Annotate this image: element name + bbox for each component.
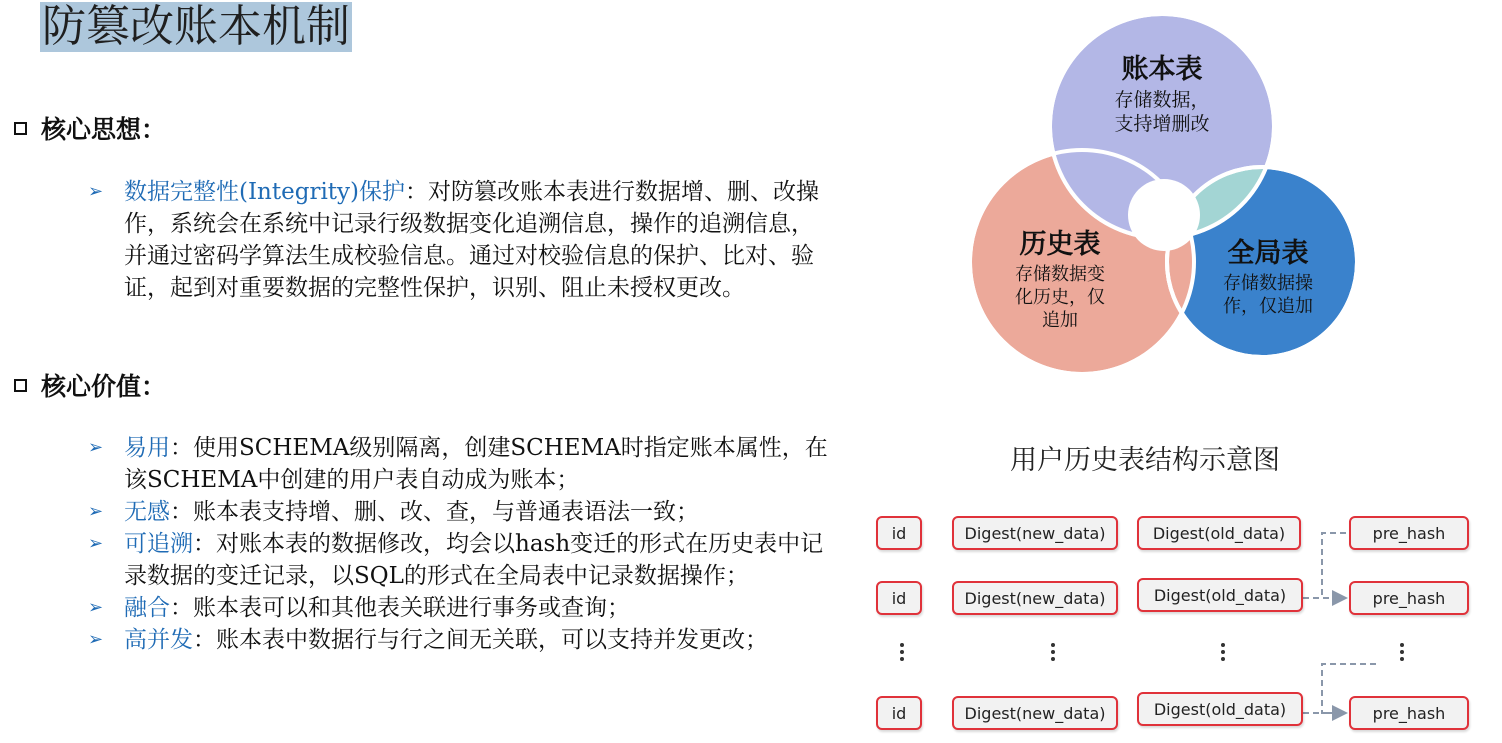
history-diagram-title: 用户历史表结构示意图 [1010, 445, 1280, 476]
venn-global-title: 全局表 [1227, 238, 1309, 269]
item-term: 融合 [124, 595, 170, 621]
arrow-bullet-icon: ➢ [88, 629, 104, 650]
venn-ledger-line2: 支持增删改 [1114, 113, 1210, 135]
cell-digest-old: Digest(old_data) [1137, 692, 1303, 726]
item-term: 易用 [124, 435, 170, 461]
arrow-bullet-icon: ➢ [88, 181, 104, 202]
arrow-bullet-icon: ➢ [88, 437, 104, 458]
core-value-heading-text: 核心价值： [41, 372, 167, 401]
item-term: 高并发 [124, 627, 193, 653]
core-idea-heading-text: 核心思想： [41, 115, 167, 144]
hash-link-arrow [1322, 533, 1346, 598]
item-term: 无感 [124, 499, 170, 525]
arrow-bullet-icon: ➢ [88, 597, 104, 618]
venn-history-line2: 化历史，仅 [1015, 287, 1105, 308]
cell-id: id [876, 581, 922, 615]
cell-id: id [876, 696, 922, 730]
cell-digest-old: Digest(old_data) [1137, 516, 1301, 550]
cell-digest-new: Digest(new_data) [952, 516, 1118, 550]
venn-ledger-title: 账本表 [1121, 54, 1203, 85]
ellipsis-icon [897, 640, 907, 664]
venn-history-line1: 存储数据变 [1015, 264, 1105, 285]
item-text: ：对账本表的数据修改，均会以hash变迁的形式在历史表中记录数据的变迁记录，以SQL的形式在全局表中记录数据操作； [124, 531, 824, 589]
ellipsis-icon [1048, 640, 1058, 664]
cell-pre-hash: pre_hash [1349, 516, 1469, 550]
cell-id: id [876, 516, 922, 550]
item-text: ：账本表可以和其他表关联进行事务或查询； [170, 595, 630, 621]
item-text: ：账本表支持增、删、改、查，与普通表语法一致； [170, 499, 699, 525]
venn-global-line1: 存储数据操 [1223, 273, 1313, 294]
arrow-bullet-icon: ➢ [88, 533, 104, 554]
item-text: ：使用SCHEMA级别隔离，创建SCHEMA时指定账本属性，在该SCHEMA中创建的用户表自动成为账本； [124, 435, 828, 493]
cell-digest-old: Digest(old_data) [1137, 578, 1303, 612]
venn-history-line3: 追加 [1042, 310, 1078, 331]
venn-history-title: 历史表 [1019, 229, 1101, 260]
item-text: ：对防篡改账本表进行数据增、删、改操作，系统会在系统中记录行级数据变化追溯信息，操作的追溯信息，并通过密码学算法生成校验信息。通过对校验信息的保护、比对、验证，起到对重要数据的完整性保护，识别、阻止未授权更改。 [124, 179, 820, 301]
item-term: 可追溯 [124, 531, 193, 557]
ellipsis-icon [1218, 640, 1228, 664]
item-text: ：账本表中数据行与行之间无关联，可以支持并发更改； [193, 627, 768, 653]
cell-digest-new: Digest(new_data) [952, 581, 1118, 615]
page-title: 防篡改账本机制 [42, 1, 350, 52]
ellipsis-icon [1397, 640, 1407, 664]
cell-pre-hash: pre_hash [1349, 696, 1469, 730]
arrow-bullet-icon: ➢ [88, 501, 104, 522]
venn-ledger-line1: 存储数据， [1114, 89, 1210, 111]
cell-digest-new: Digest(new_data) [952, 696, 1118, 730]
cell-pre-hash: pre_hash [1349, 581, 1469, 615]
item-term: 数据完整性(Integrity)保护 [124, 179, 406, 205]
venn-global-line2: 作，仅追加 [1223, 296, 1313, 317]
